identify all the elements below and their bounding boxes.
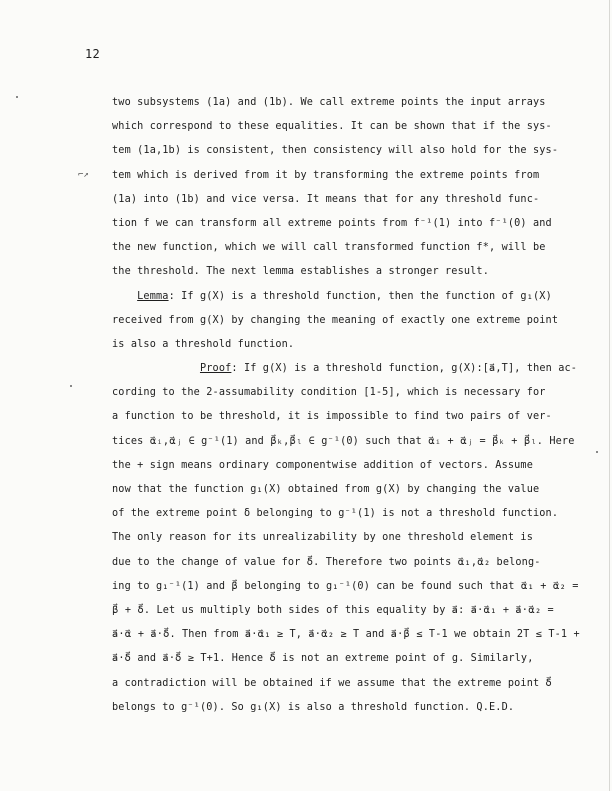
text-line: received from g(X) by changing the meaning of exactly one extreme point bbox=[112, 314, 559, 326]
text-line: which correspond to these equalities. It can be shown that if the sys- bbox=[112, 121, 552, 133]
text-line: due to the change of value for δ⃗. Therefore two points α⃗₁,α⃗₂ belong- bbox=[112, 556, 541, 568]
line-text: : If g(X) is a threshold function, g(X):[a⃗,T], then ac- bbox=[231, 363, 578, 375]
paragraph-indent bbox=[112, 363, 200, 374]
text-line: tem (1a,1b) is consistent, then consistency will also hold for the sys- bbox=[112, 145, 559, 157]
line-text: : If g(X) is a threshold function, then the function of g₁(X) bbox=[168, 290, 552, 302]
scan-edge-rule bbox=[609, 0, 610, 791]
text-line: ing to g₁⁻¹(1) and β⃗ belonging to g₁⁻¹(0) can be found such that α⃗₁ + α⃗₂ = bbox=[112, 580, 579, 592]
scan-speck bbox=[70, 385, 72, 387]
text-line: the + sign means ordinary componentwise addition of vectors. Assume bbox=[112, 459, 533, 471]
text-line: the new function, which we will call transformed function f*, will be bbox=[112, 242, 546, 254]
text-line bbox=[112, 285, 552, 309]
text-line: tem which is derived from it by transforming the extreme points from bbox=[112, 169, 540, 181]
paragraph-indent bbox=[112, 291, 137, 302]
text-line: a contradiction will be obtained if we assume that the extreme point δ⃗ bbox=[112, 677, 552, 689]
run-in-heading: Proof bbox=[199, 363, 232, 375]
text-line: belongs to g⁻¹(0). So g₁(X) is also a threshold function. Q.E.D. bbox=[112, 701, 515, 713]
text-line: a⃗·δ⃗ and a⃗·δ⃗ ≥ T+1. Hence δ⃗ is not an extreme point of g. Similarly, bbox=[112, 653, 534, 665]
text-line: the threshold. The next lemma establishes a stronger result. bbox=[112, 266, 490, 278]
text-line: two subsystems (1a) and (1b). We call extreme points the input arrays bbox=[112, 97, 546, 108]
run-in-heading: Lemma bbox=[137, 290, 169, 302]
text-line: β⃗ + δ⃗. Let us multiply both sides of this equality by a⃗: a⃗·α⃗₁ + a⃗·α⃗₂ = bbox=[112, 604, 554, 616]
text-line: tices α⃗ᵢ,α⃗ⱼ ∈ g⁻¹(1) and β⃗ₖ,β⃗ₗ ∈ g⁻¹(0) such that α⃗ᵢ + α⃗ⱼ = β⃗ₖ + β⃗ₗ. Here bbox=[112, 435, 575, 447]
text-line: of the extreme point δ belonging to g⁻¹(1) is not a threshold function. bbox=[112, 508, 559, 520]
text-line: The only reason for its unrealizability by one threshold element is bbox=[112, 532, 533, 544]
text-line: now that the function g₁(X) obtained from g(X) by changing the value bbox=[112, 484, 540, 495]
text-line: (1a) into (1b) and vice versa. It means that for any threshold func- bbox=[112, 193, 540, 205]
text-line: cording to the 2-assumability condition [1-5], which is necessary for bbox=[112, 387, 546, 399]
margin-annotation-mark: ⌐↗ bbox=[78, 170, 89, 180]
text-line: a⃗·α⃗ + a⃗·δ⃗. Then from a⃗·α⃗₁ ≥ T, a⃗·α⃗₂ ≥ T and a⃗·β⃗ ≤ T-1 we obtain 2T ≤ T-1 + bbox=[112, 629, 580, 641]
text-line: is also a threshold function. bbox=[112, 338, 295, 350]
scan-speck bbox=[16, 96, 18, 98]
text-line: a function to be threshold, it is impossible to find two pairs of ver- bbox=[112, 411, 552, 423]
body-text bbox=[112, 91, 580, 720]
text-line: tion f we can transform all extreme points from f⁻¹(1) into f⁻¹(0) and bbox=[112, 217, 552, 229]
text-line bbox=[112, 357, 578, 381]
scan-speck bbox=[596, 451, 598, 453]
page-number: 12 bbox=[85, 47, 101, 61]
